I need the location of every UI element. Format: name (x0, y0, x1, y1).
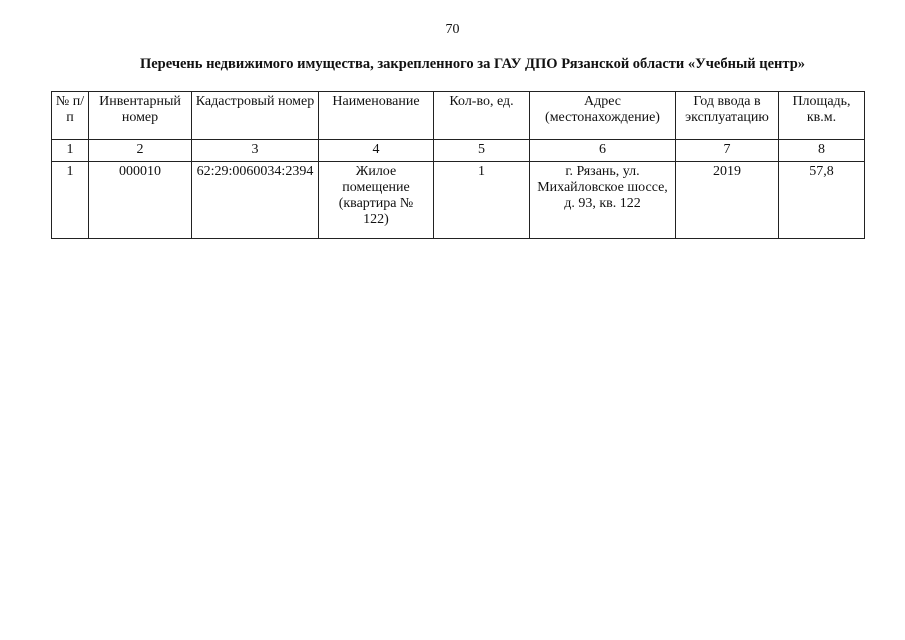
column-number: 5 (434, 140, 530, 162)
property-name: Жилое помещение (квартира № 122) (319, 162, 434, 239)
column-number: 8 (779, 140, 865, 162)
header-cell: Наименование (319, 92, 434, 140)
column-number: 6 (530, 140, 676, 162)
page-number: 70 (445, 22, 460, 37)
header-cell: № п/п (52, 92, 89, 140)
column-number: 4 (319, 140, 434, 162)
column-number: 3 (192, 140, 319, 162)
header-row (52, 92, 865, 140)
area: 57,8 (779, 162, 865, 239)
header-cell: Инвентарный номер (89, 92, 192, 140)
inventory-number: 000010 (89, 162, 192, 239)
column-number: 2 (89, 140, 192, 162)
table-row (52, 162, 865, 239)
cadastral-number: 62:29:0060034:2394 (192, 162, 319, 239)
commission-year: 2019 (676, 162, 779, 239)
header-cell: Площадь, кв.м. (779, 92, 865, 140)
column-number-row (52, 140, 865, 162)
property-table (51, 91, 865, 239)
column-number: 1 (52, 140, 89, 162)
row-index: 1 (52, 162, 89, 239)
header-cell: Кол-во, ед. (434, 92, 530, 140)
header-cell: Год ввода в эксплуатацию (676, 92, 779, 140)
header-cell: Адрес (местонахождение) (530, 92, 676, 140)
document-title: Перечень недвижимого имущества, закрепленного за ГАУ ДПО Рязанской области «Учебный центр» (139, 56, 806, 72)
header-cell: Кадастровый номер (192, 92, 319, 140)
address: г. Рязань, ул. Михайловское шоссе, д. 93, кв. 122 (530, 162, 676, 239)
quantity: 1 (434, 162, 530, 239)
column-number: 7 (676, 140, 779, 162)
